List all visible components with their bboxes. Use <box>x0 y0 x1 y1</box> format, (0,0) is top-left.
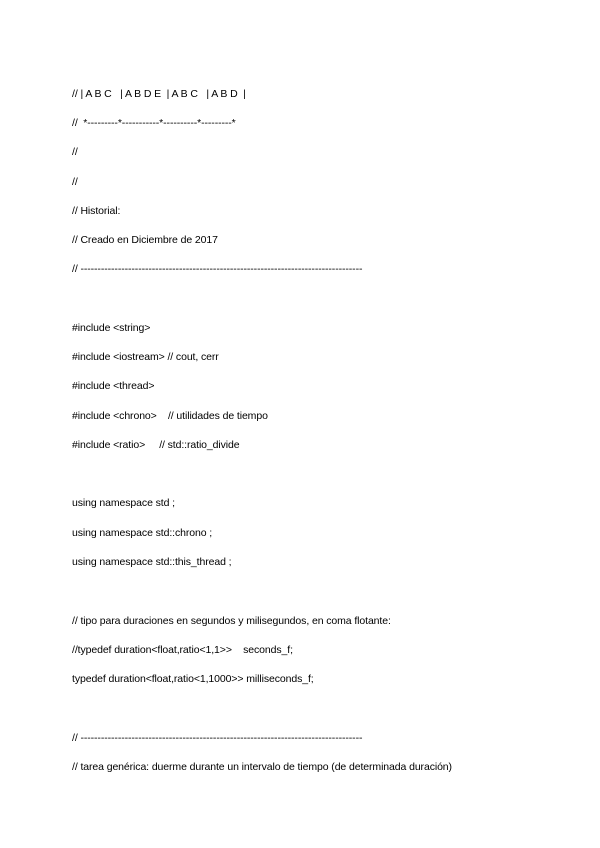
include-string: #include <string> <box>72 322 151 334</box>
comment-line-creado: // Creado en Diciembre de 2017 <box>72 234 218 246</box>
using-namespace-std: using namespace std ; <box>72 497 175 509</box>
comment-line-historial: // Historial: <box>72 205 121 217</box>
include-iostream: #include <iostream> // cout, cerr <box>72 351 219 363</box>
comment-line-diagram-labels: // | A B C | A B D E | A B C | A B D | <box>72 88 246 100</box>
comment-typedef-seconds: //typedef duration<float,ratio<1,1>> seconds_f; <box>72 644 293 656</box>
using-namespace-this-thread: using namespace std::this_thread ; <box>72 556 232 568</box>
include-ratio: #include <ratio> // std::ratio_divide <box>72 439 240 451</box>
comment-line-tarea: // tarea genérica: duerme durante un intervalo de tiempo (de determinada duración) <box>72 761 452 773</box>
comment-line-empty-2: // <box>72 176 78 188</box>
comment-separator-2: // ----------------------------------------------------------------------------------- <box>72 732 363 744</box>
include-chrono: #include <chrono> // utilidades de tiempo <box>72 410 268 422</box>
using-namespace-chrono: using namespace std::chrono ; <box>72 527 213 539</box>
typedef-milliseconds: typedef duration<float,ratio<1,1000>> milliseconds_f; <box>72 673 314 685</box>
comment-separator-1: // ----------------------------------------------------------------------------------- <box>72 263 363 275</box>
comment-line-diagram-markers: // *---------*-----------*----------*---------* <box>72 117 236 129</box>
comment-line-empty-1: // <box>72 146 78 158</box>
include-thread: #include <thread> <box>72 380 155 392</box>
comment-line-tipo: // tipo para duraciones en segundos y milisegundos, en coma flotante: <box>72 615 391 627</box>
